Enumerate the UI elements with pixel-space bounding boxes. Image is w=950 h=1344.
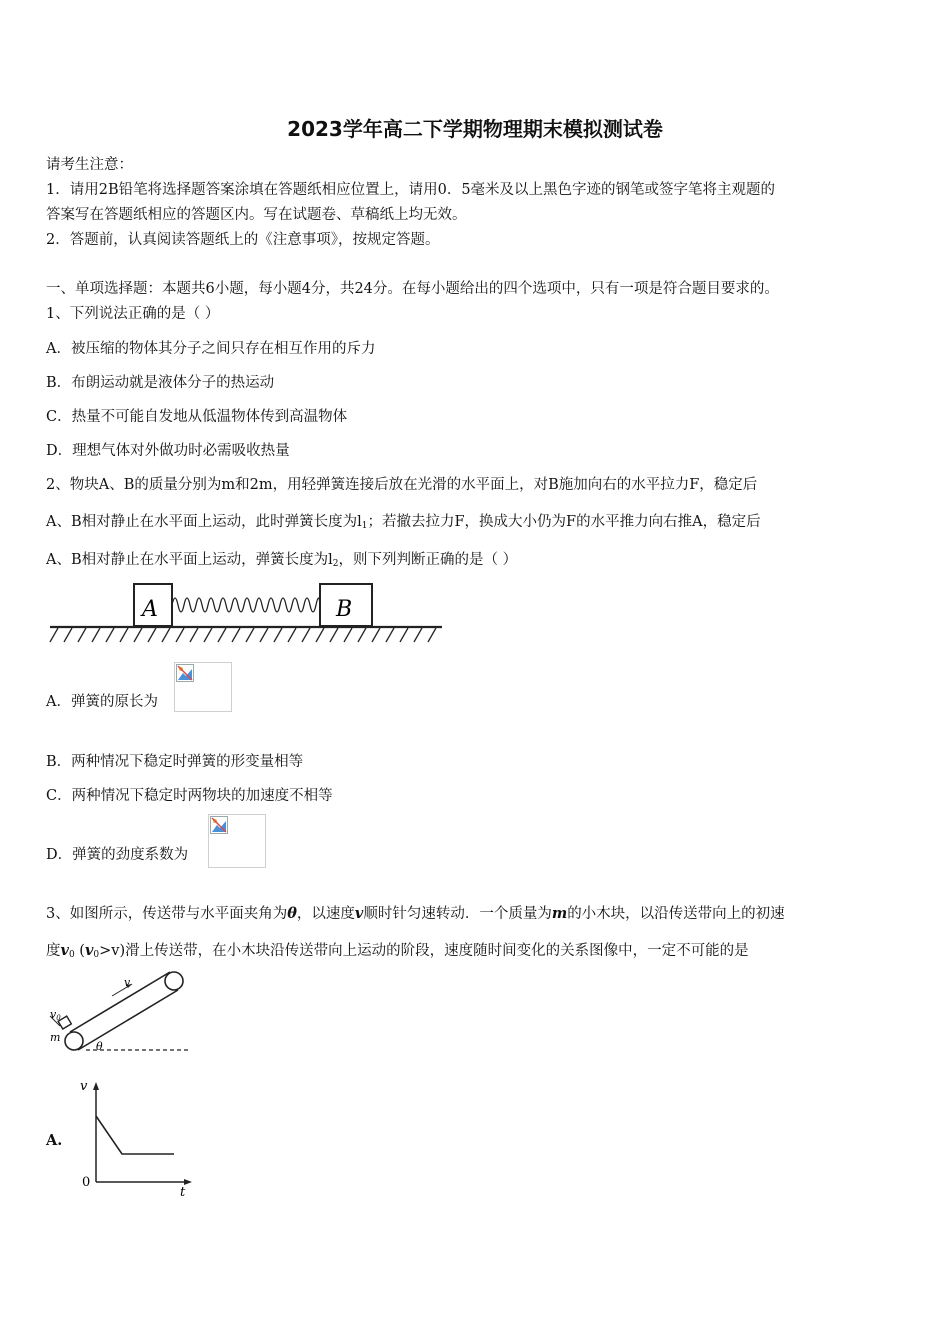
q1-option-b: B．布朗运动就是液体分子的热运动	[46, 375, 275, 391]
graph-v-axis-label: v	[80, 1079, 88, 1094]
broken-image-icon	[176, 664, 194, 682]
notice-line-2: 答案写在答题纸相应的答题区内。写在试题卷、草稿纸上均无效。	[46, 207, 467, 223]
notice-line-3: 2．答题前，认真阅读答题纸上的《注意事项》，按规定答题。	[46, 232, 440, 248]
block-b-label: B	[336, 597, 353, 622]
section-1-heading: 一、单项选择题：本题共6小题，每小题4分，共24分。在每小题给出的四个选项中，只有一项是符合题目要求的。	[46, 281, 779, 297]
q2-stem-line-3: A、B相对静止在水平面上运动，弹簧长度为$l_2$，则下列判断正确的是（ ）	[46, 552, 518, 569]
q1-stem: 1、下列说法正确的是（ ）	[46, 306, 220, 322]
q1-option-a: A．被压缩的物体其分子之间只存在相互作用的斥力	[46, 341, 376, 357]
q2-option-b: B．两种情况下稳定时弹簧的形变量相等	[46, 754, 304, 770]
q2-option-d-formula-image	[208, 814, 266, 868]
svg-text:m: m	[50, 1031, 61, 1044]
q1-option-d: D．理想气体对外做功时必需吸收热量	[46, 443, 290, 459]
conveyor-belt-figure	[46, 968, 196, 1058]
broken-image-icon	[210, 816, 228, 834]
notice-heading: 请考生注意：	[46, 157, 133, 173]
svg-text:v0: v0	[50, 1008, 61, 1022]
q2-stem-line-1: 2、物块A、B的质量分别为m和2m，用轻弹簧连接后放在光滑的水平面上，对B施加向右的水平拉力F，稳定后	[46, 477, 758, 493]
spring-blocks-figure	[46, 578, 446, 648]
q3-option-a-label: A.	[46, 1132, 63, 1149]
graph-origin-label: 0	[82, 1175, 91, 1190]
velocity-curve	[96, 1116, 174, 1154]
q1-option-c: C．热量不可能自发地从低温物体传到高温物体	[46, 409, 348, 425]
svg-text:v: v	[124, 976, 131, 989]
block-a-label: A	[142, 597, 158, 622]
q3-stem-line-2: 度$v_0$ $(v_0>v)$滑上传送带，在小木块沿传送带向上运动的阶段，速度随时间变化的关系图像中，一定不可能的是	[46, 942, 749, 960]
graph-t-axis-label: t	[180, 1185, 186, 1200]
q2-option-a: A．弹簧的原长为	[46, 694, 158, 710]
q3-stem-line-1: 3、如图所示，传送带与水平面夹角为θ，以速度v顺时针匀速转动．一个质量为m的小木块，以沿传送带向上的初速	[46, 905, 785, 922]
q2-option-a-formula-image	[174, 662, 232, 712]
spring	[172, 598, 320, 612]
svg-text:θ: θ	[96, 1040, 103, 1053]
q2-option-d: D．弹簧的劲度系数为	[46, 847, 189, 863]
page-title: 2023学年高二下学期物理期末模拟测试卷	[287, 117, 663, 141]
q2-option-c: C．两种情况下稳定时两物块的加速度不相等	[46, 788, 333, 804]
q2-stem-line-2: A、B相对静止在水平面上运动，此时弹簧长度为$l_1$；若撤去拉力F，换成大小仍为F的水平推力向右推A，稳定后	[46, 514, 761, 531]
notice-line-1: 1．请用2B铅笔将选择题答案涂填在答题纸相应位置上，请用0．5毫米及以上黑色字迹的钢笔或签字笔将主观题的	[46, 182, 776, 198]
q3-option-a-graph	[76, 1076, 198, 1200]
